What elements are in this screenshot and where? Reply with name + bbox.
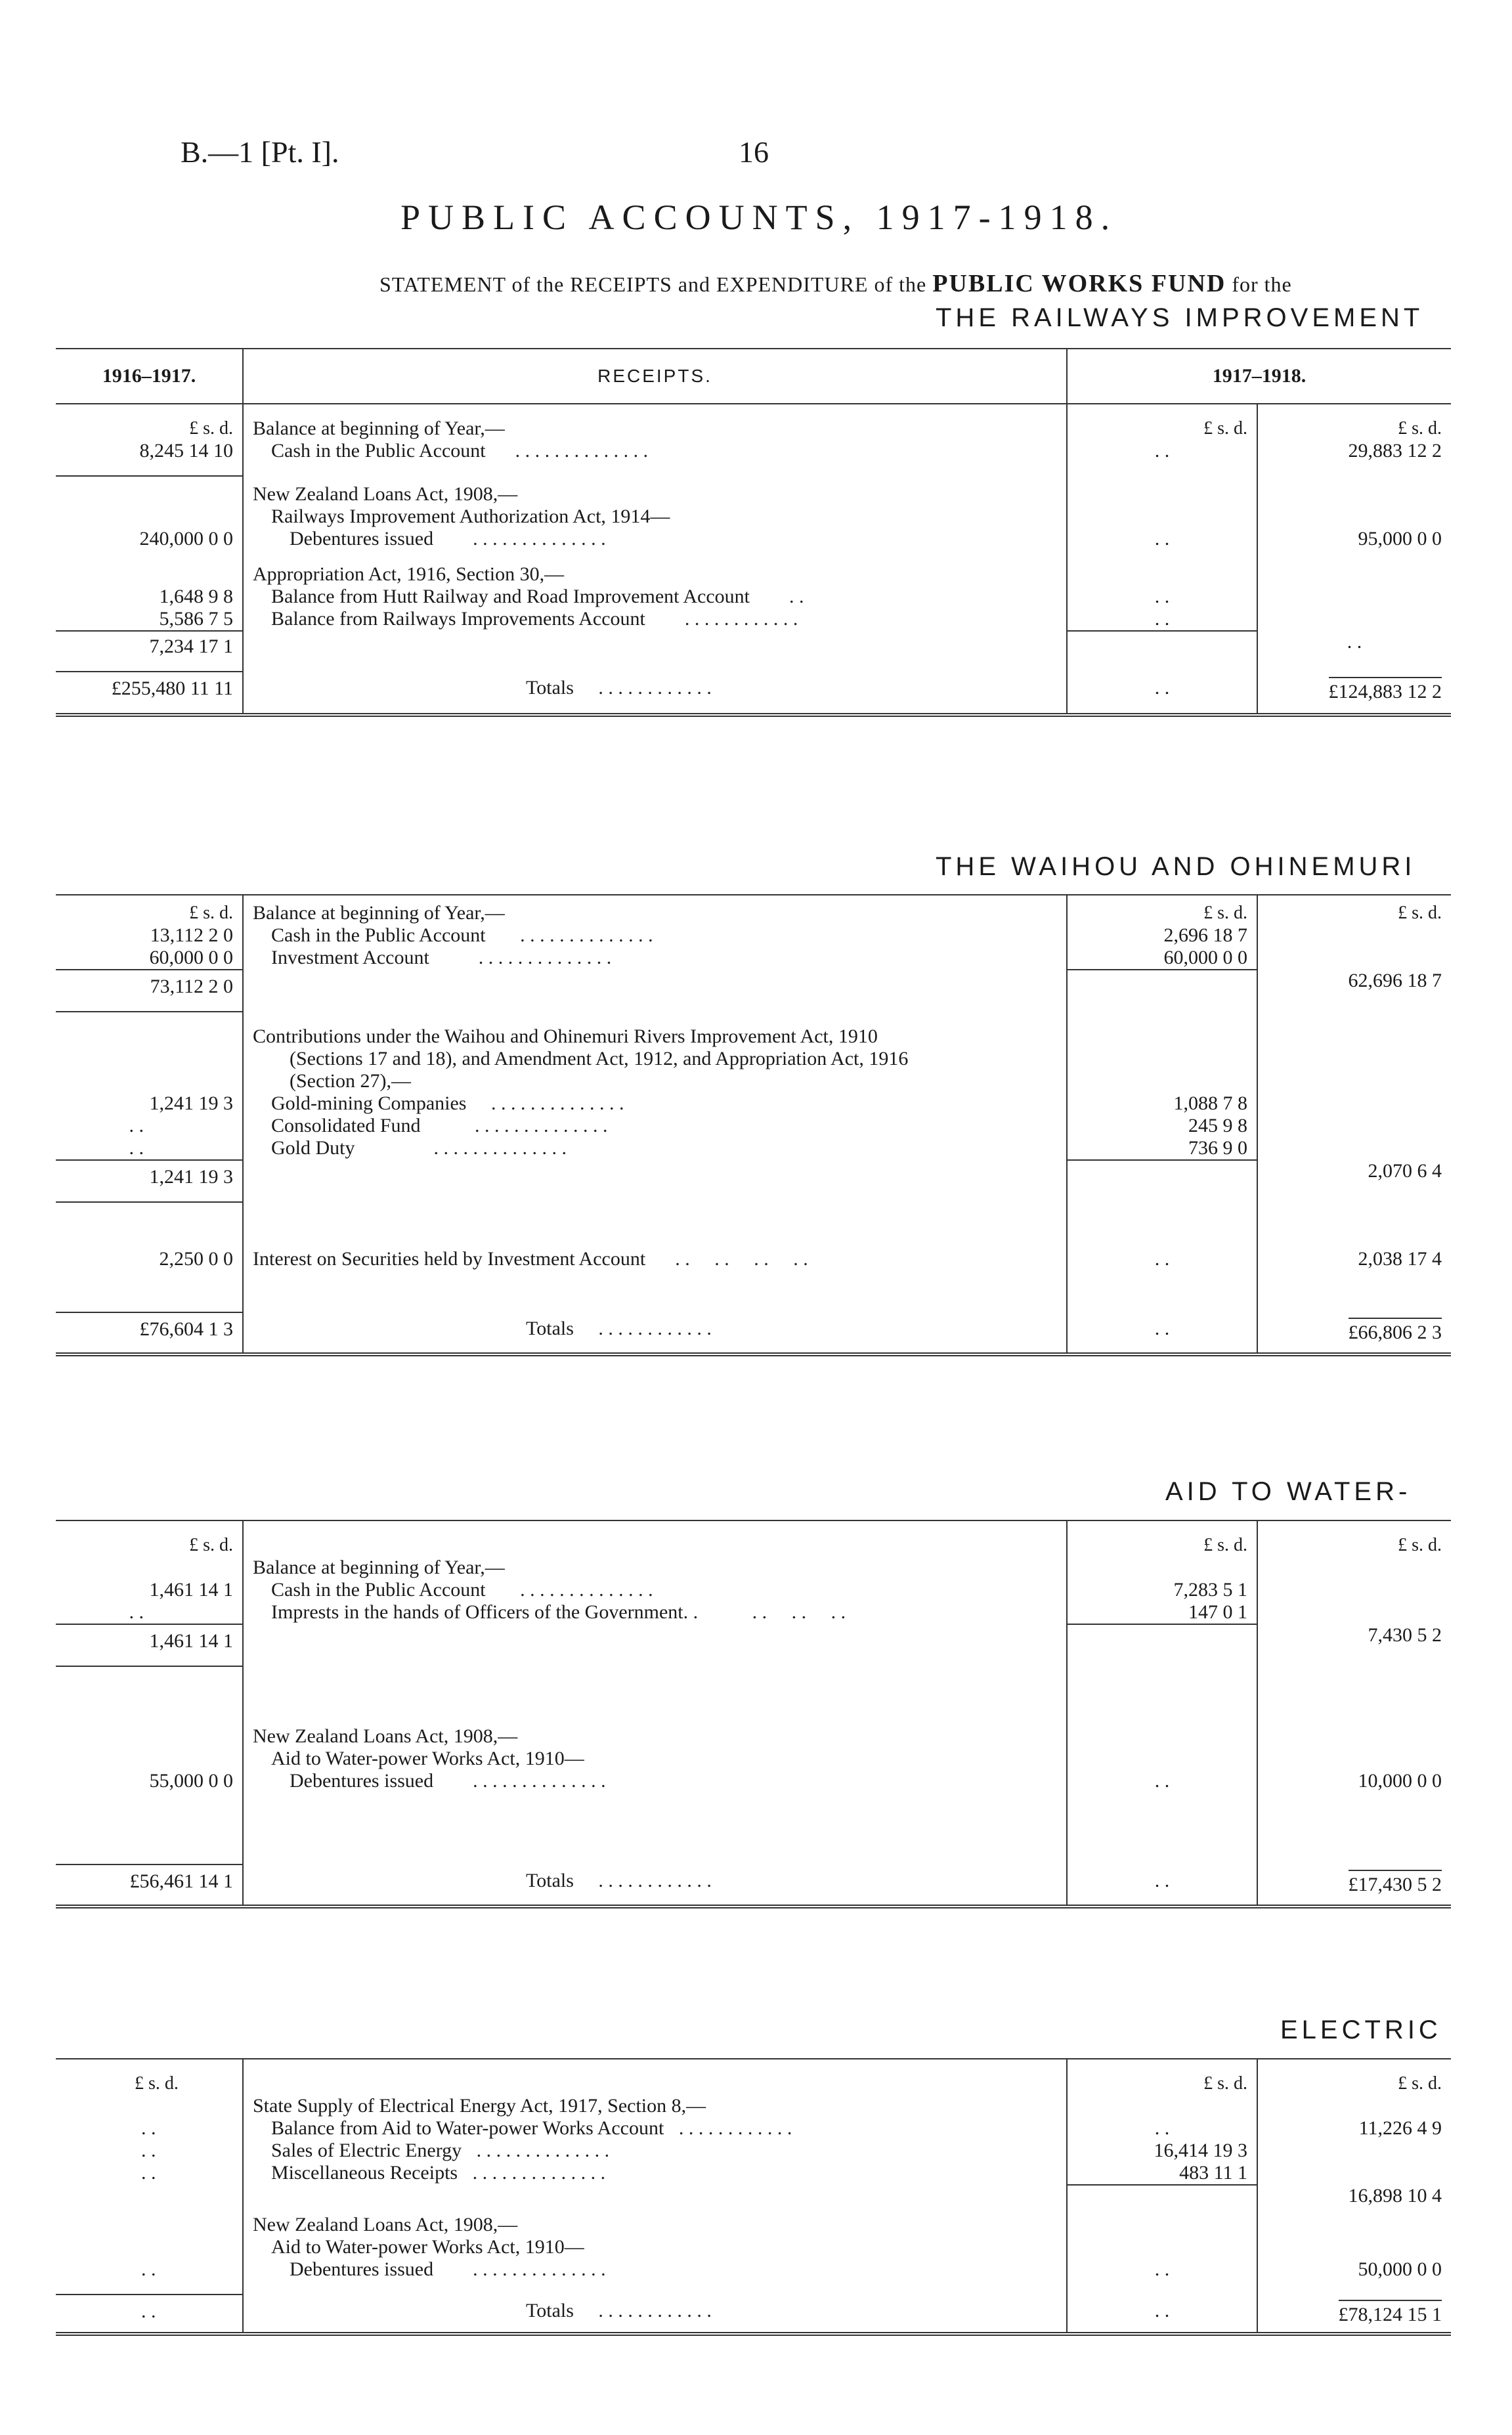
table-row bbox=[56, 1534, 1451, 1557]
table-row bbox=[56, 631, 1451, 658]
units-label: £ s. d. bbox=[56, 418, 243, 440]
table-row bbox=[56, 586, 1451, 608]
table-row bbox=[56, 902, 1451, 924]
amount-empty: . . bbox=[1067, 2295, 1257, 2334]
amount-prev: 1,461 14 1 bbox=[56, 1579, 243, 1601]
table-row bbox=[56, 2140, 1451, 2162]
row-desc: Debentures issued . . . . . . . . . . . . . . bbox=[243, 1770, 1067, 1792]
dot-leader: . . . . . . . . . . . . . . bbox=[515, 440, 649, 462]
amount-curr: 50,000 0 0 bbox=[1358, 2258, 1442, 2280]
amount-empty: . . bbox=[1067, 1312, 1257, 1354]
dot-leader: . . . . . . . . . . . . . . bbox=[473, 1770, 606, 1792]
amount-prev-subtotal: 1,241 19 3 bbox=[56, 1160, 243, 1188]
amount-prev: 1,648 9 8 bbox=[56, 586, 243, 608]
amount-item: 1,088 7 8 bbox=[1067, 1092, 1257, 1115]
table-row bbox=[56, 1025, 1451, 1048]
dot-leader: . . . . . . . . . . . . bbox=[598, 1318, 712, 1339]
units-label: £ s. d. bbox=[1067, 1534, 1257, 1557]
section-title-railways: THE RAILWAYS IMPROVEMENT bbox=[936, 303, 1424, 332]
amount-empty: . . bbox=[1067, 608, 1257, 631]
table-row bbox=[56, 1137, 1451, 1160]
amount-item: 736 9 0 bbox=[1067, 1137, 1257, 1160]
table-row bbox=[56, 2162, 1451, 2185]
table-row bbox=[56, 1725, 1451, 1748]
row-desc: Consolidated Fund . . . . . . . . . . . . . . bbox=[243, 1115, 1067, 1137]
amount-prev: 13,112 2 0 bbox=[56, 924, 243, 947]
amount-empty: . . bbox=[1067, 1248, 1257, 1270]
subtitle-suffix: for the bbox=[1232, 272, 1292, 296]
table-row bbox=[56, 1770, 1451, 1792]
amount-empty: . . bbox=[1067, 672, 1257, 715]
row-desc: Imprests in the hands of Officers of the Government. . . . . . . . bbox=[243, 1601, 1067, 1624]
row-desc: Gold-mining Companies . . . . . . . . . . . . . . bbox=[243, 1092, 1067, 1115]
totals-curr: £17,430 5 2 bbox=[1257, 1864, 1451, 1907]
dot-leader: . . . . . . . . . . . . . . bbox=[520, 1579, 653, 1601]
amount-curr: 62,696 18 7 bbox=[1348, 970, 1442, 991]
amount-empty: . . bbox=[1067, 440, 1257, 462]
table-row bbox=[56, 2073, 1451, 2095]
units-label: £ s. d. bbox=[1398, 2073, 1442, 2094]
amount-prev: 5,586 7 5 bbox=[56, 608, 243, 631]
totals-row bbox=[56, 672, 1451, 715]
row-desc: Aid to Water-power Works Act, 1910— bbox=[243, 1748, 1067, 1770]
amount-prev: 55,000 0 0 bbox=[56, 1770, 243, 1792]
units-label: £ s. d. bbox=[56, 2073, 243, 2095]
totals-row bbox=[56, 1864, 1451, 1907]
row-desc: New Zealand Loans Act, 1908,— bbox=[243, 1725, 1067, 1748]
amount-empty: . . bbox=[56, 2295, 243, 2334]
dot-leader: . . bbox=[683, 1601, 699, 1623]
row-desc: New Zealand Loans Act, 1908,— bbox=[243, 2214, 1067, 2236]
column-header-prev: 1916–1917. bbox=[56, 349, 243, 404]
waihou-table bbox=[56, 894, 1451, 1356]
amount-curr: 11,226 4 9 bbox=[1358, 2117, 1442, 2139]
units-label: £ s. d. bbox=[1067, 902, 1257, 924]
amount-empty: . . bbox=[1067, 1770, 1257, 1792]
totals-row bbox=[56, 1312, 1451, 1354]
table-row bbox=[56, 1048, 1451, 1070]
row-desc: Balance from Hutt Railway and Road Improvement Account . . bbox=[243, 586, 1067, 608]
totals-prev: £76,604 1 3 bbox=[56, 1312, 243, 1354]
dot-leader: . . . . . . . . . . . . bbox=[598, 677, 712, 699]
page-number: 16 bbox=[739, 135, 769, 169]
units-label: £ s. d. bbox=[1398, 418, 1442, 439]
totals-label: Totals . . . . . . . . . . . . bbox=[243, 1312, 1067, 1354]
row-desc: Balance from Aid to Water-power Works Account . . . . . . . . . . . . bbox=[243, 2117, 1067, 2140]
table-row bbox=[56, 483, 1451, 506]
row-desc: Debentures issued . . . . . . . . . . . . . . bbox=[243, 2258, 1067, 2281]
totals-label: Totals . . . . . . . . . . . . bbox=[243, 672, 1067, 715]
amount-curr: 7,430 5 2 bbox=[1368, 1624, 1442, 1646]
table-row bbox=[56, 1070, 1451, 1092]
table-row bbox=[56, 528, 1451, 550]
row-desc: Cash in the Public Account . . . . . . . . . . . . . . bbox=[243, 1579, 1067, 1601]
amount-empty: . . bbox=[56, 2140, 243, 2162]
subtitle-fund: PUBLIC WORKS FUND bbox=[932, 270, 1226, 297]
amount-prev: 60,000 0 0 bbox=[56, 947, 243, 970]
amount-prev-subtotal: 73,112 2 0 bbox=[56, 970, 243, 998]
dot-leader: . . bbox=[675, 1248, 690, 1270]
table-row bbox=[56, 440, 1451, 462]
row-desc: Debentures issued . . . . . . . . . . . . . . bbox=[243, 528, 1067, 550]
amount-item: 60,000 0 0 bbox=[1067, 947, 1257, 970]
dot-leader: . . . . . . . . . . . . . . bbox=[478, 947, 612, 968]
dot-leader: . . bbox=[788, 586, 804, 607]
units-label: £ s. d. bbox=[1398, 903, 1442, 923]
water-table bbox=[56, 1520, 1451, 1908]
amount-prev: 240,000 0 0 bbox=[56, 528, 243, 550]
row-desc: Investment Account . . . . . . . . . . . . . . bbox=[243, 947, 1067, 970]
row-desc: Appropriation Act, 1916, Section 30,— bbox=[243, 563, 1067, 586]
amount-curr: 10,000 0 0 bbox=[1358, 1770, 1442, 1792]
amount-item: 2,696 18 7 bbox=[1067, 924, 1257, 947]
row-desc: Railways Improvement Authorization Act, 1914— bbox=[243, 506, 1067, 528]
table-row bbox=[56, 947, 1451, 970]
row-desc: Balance at beginning of Year,— bbox=[243, 418, 1067, 440]
row-desc: Interest on Securities held by Investment Account . . . . . . . . bbox=[243, 1248, 1067, 1270]
table-row bbox=[56, 2095, 1451, 2117]
table-row bbox=[56, 2258, 1451, 2281]
column-header-receipts: RECEIPTS. bbox=[243, 349, 1067, 404]
table-row bbox=[56, 1248, 1451, 1270]
subtitle-prefix: STATEMENT of the RECEIPTS and EXPENDITURE of the bbox=[379, 272, 927, 296]
amount-prev: 1,241 19 3 bbox=[56, 1092, 243, 1115]
amount-curr: 2,070 6 4 bbox=[1368, 1160, 1442, 1182]
row-desc: Contributions under the Waihou and Ohinemuri Rivers Improvement Act, 1910 bbox=[243, 1025, 1067, 1048]
row-desc: (Section 27),— bbox=[243, 1070, 1067, 1092]
amount-curr: 29,883 12 2 bbox=[1348, 440, 1442, 462]
row-desc: Miscellaneous Receipts . . . . . . . . . . . . . . bbox=[243, 2162, 1067, 2185]
table-row bbox=[56, 1160, 1451, 1188]
row-desc: Balance at beginning of Year,— bbox=[243, 1557, 1067, 1579]
amount-item: 245 9 8 bbox=[1067, 1115, 1257, 1137]
amount-curr: 2,038 17 4 bbox=[1358, 1248, 1442, 1270]
amount-item: 7,283 5 1 bbox=[1067, 1579, 1257, 1601]
totals-prev: £56,461 14 1 bbox=[56, 1864, 243, 1907]
totals-curr: £78,124 15 1 bbox=[1257, 2295, 1451, 2334]
dot-leader: . . . . . . . . . . . . . . bbox=[473, 528, 606, 549]
amount-empty: . . bbox=[56, 1601, 243, 1624]
dot-leader: . . . . . . . . . . . . bbox=[678, 2117, 792, 2139]
amount-prev-subtotal: 1,461 14 1 bbox=[56, 1624, 243, 1652]
table-row bbox=[56, 1601, 1451, 1624]
table-row bbox=[56, 418, 1451, 440]
totals-label: Totals . . . . . . . . . . . . bbox=[243, 2295, 1067, 2334]
railways-table bbox=[56, 348, 1451, 717]
table-row bbox=[56, 2214, 1451, 2236]
units-label: £ s. d. bbox=[1067, 2073, 1257, 2095]
section-title-waihou: THE WAIHOU AND OHINEMURI bbox=[936, 852, 1416, 881]
amount-item: 16,414 19 3 bbox=[1067, 2140, 1257, 2162]
row-desc: Aid to Water-power Works Act, 1910— bbox=[243, 2236, 1067, 2258]
row-desc: Gold Duty . . . . . . . . . . . . . . bbox=[243, 1137, 1067, 1160]
table-row bbox=[56, 506, 1451, 528]
dot-leader: . . . . . . . . . . . . . . bbox=[520, 924, 653, 946]
amount-empty: . . bbox=[56, 2117, 243, 2140]
page-reference: B.—1 [Pt. I]. bbox=[181, 135, 339, 169]
amount-empty: . . bbox=[1347, 631, 1362, 653]
row-desc: Cash in the Public Account . . . . . . . . . . . . . . bbox=[243, 924, 1067, 947]
table-row bbox=[56, 924, 1451, 947]
table-row bbox=[56, 2236, 1451, 2258]
row-desc: Balance at beginning of Year,— bbox=[243, 902, 1067, 924]
statement-subtitle bbox=[379, 269, 1292, 298]
totals-label: Totals . . . . . . . . . . . . bbox=[243, 1864, 1067, 1907]
table-row bbox=[56, 1092, 1451, 1115]
dot-leader: . . . . . . . . . . . . bbox=[598, 2300, 712, 2321]
table-row bbox=[56, 1624, 1451, 1652]
dot-leader: . . . . . . . . . . . . bbox=[598, 1870, 712, 1891]
row-desc: Cash in the Public Account . . . . . . . . . . . . . . bbox=[243, 440, 1067, 462]
units-label: £ s. d. bbox=[56, 1534, 243, 1557]
table-row bbox=[56, 1748, 1451, 1770]
amount-empty: . . bbox=[56, 2162, 243, 2185]
amount-empty: . . bbox=[1067, 2258, 1257, 2281]
amount-empty: . . bbox=[1067, 2117, 1257, 2140]
dot-leader: . . . . . . . . . . . . bbox=[684, 608, 798, 630]
table-row bbox=[56, 970, 1451, 998]
amount-empty: . . bbox=[1067, 586, 1257, 608]
totals-curr: £124,883 12 2 bbox=[1257, 672, 1451, 715]
dot-leader: . . . . . . . . . . . . . . bbox=[476, 2140, 610, 2161]
row-desc: (Sections 17 and 18), and Amendment Act, 1912, and Appropriation Act, 1916 bbox=[243, 1048, 1067, 1070]
section-title-water: AID TO WATER- bbox=[1165, 1477, 1412, 1506]
amount-prev-subtotal: 7,234 17 1 bbox=[56, 631, 243, 658]
page-title: PUBLIC ACCOUNTS, 1917-1918. bbox=[400, 198, 1118, 237]
amount-empty: . . bbox=[56, 1115, 243, 1137]
amount-curr: 95,000 0 0 bbox=[1358, 528, 1442, 549]
table-row bbox=[56, 2185, 1451, 2207]
dot-leader: . . . . . . . . . . . . . . bbox=[473, 2258, 606, 2280]
totals-row bbox=[56, 2295, 1451, 2334]
amount-empty: . . bbox=[1067, 1864, 1257, 1907]
table-row bbox=[56, 1579, 1451, 1601]
amount-curr: 16,898 10 4 bbox=[1348, 2185, 1442, 2207]
row-desc: Sales of Electric Energy . . . . . . . . . . . . . . bbox=[243, 2140, 1067, 2162]
section-title-electric: ELECTRIC bbox=[1280, 2015, 1442, 2044]
amount-prev: 2,250 0 0 bbox=[56, 1248, 243, 1270]
electric-table bbox=[56, 2058, 1451, 2336]
amount-empty: . . bbox=[56, 1137, 243, 1160]
units-label: £ s. d. bbox=[1067, 418, 1257, 440]
amount-item: 483 11 1 bbox=[1067, 2162, 1257, 2185]
amount-prev: 8,245 14 10 bbox=[56, 440, 243, 462]
units-label: £ s. d. bbox=[1398, 1535, 1442, 1555]
table-row bbox=[56, 1557, 1451, 1579]
dot-leader: . . . . . . . . . . . . . . bbox=[472, 2162, 606, 2184]
table-row bbox=[56, 2117, 1451, 2140]
row-desc: New Zealand Loans Act, 1908,— bbox=[243, 483, 1067, 506]
table-row bbox=[56, 563, 1451, 586]
column-header-curr: 1917–1918. bbox=[1067, 349, 1451, 404]
amount-item: 147 0 1 bbox=[1067, 1601, 1257, 1624]
amount-empty: . . bbox=[56, 2258, 243, 2281]
totals-curr: £66,806 2 3 bbox=[1257, 1312, 1451, 1354]
dot-leader: . . . . . . . . . . . . . . bbox=[490, 1092, 624, 1114]
row-desc: Balance from Railways Improvements Account . . . . . . . . . . . . bbox=[243, 608, 1067, 631]
row-desc: State Supply of Electrical Energy Act, 1917, Section 8,— bbox=[243, 2095, 1067, 2117]
dot-leader: . . . . . . . . . . . . . . bbox=[433, 1137, 567, 1159]
dot-leader: . . . . . . . . . . . . . . bbox=[475, 1115, 608, 1136]
totals-prev: £255,480 11 11 bbox=[56, 672, 243, 715]
amount-empty: . . bbox=[1067, 528, 1257, 550]
table-row bbox=[56, 1115, 1451, 1137]
units-label: £ s. d. bbox=[56, 902, 243, 924]
table-row bbox=[56, 608, 1451, 631]
